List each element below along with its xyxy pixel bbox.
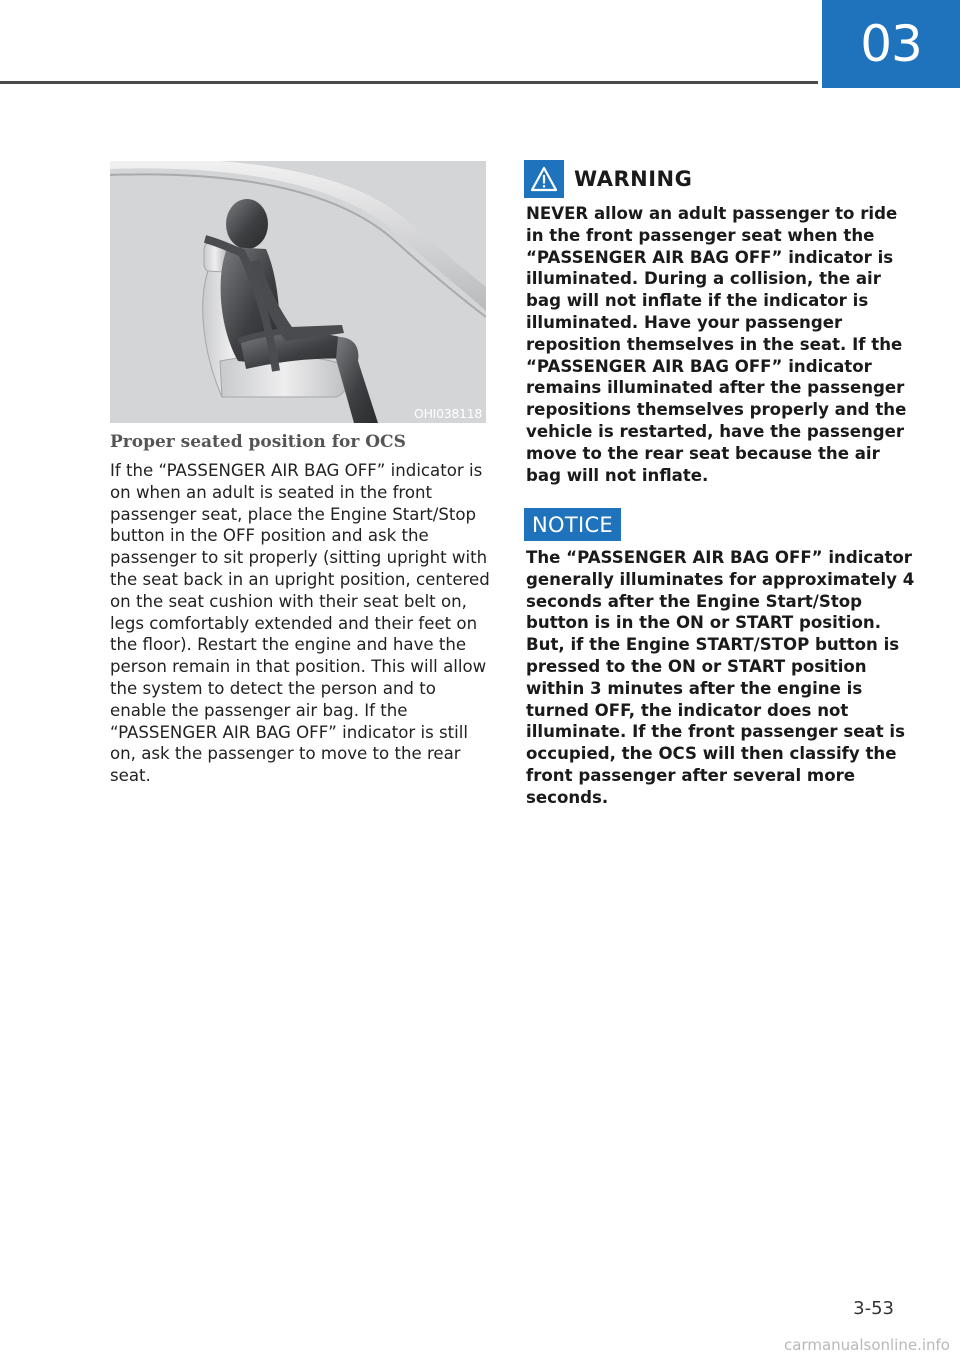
notice-text: The “PASSENGER AIR BAG OFF” indicator generally illuminates for approximately 4 seconds after the Engine Start/Stop button is in the ON or START position. But, if the Engine START/STOP button is pressed to the ON or START position within 3 minutes after the engine is turned OFF, the indicator does not illuminate. If the front passenger seat is occupied, the OCS will then classify the front passenger after several more seconds. [526, 548, 915, 807]
warning-triangle-icon [524, 160, 564, 198]
warning-header [524, 160, 692, 198]
figure-caption: Proper seated position for OCS [110, 432, 406, 452]
warning-title: WARNING [574, 167, 693, 191]
body-paragraph: If the “PASSENGER AIR BAG OFF” indicator is on when an adult is seated in the front passenger seat, place the Engine Start/Stop button in the OFF position and ask the passenger to sit properly (sitting upright with the seat back in an upright position, centered on the seat cushion with their seat belt on, legs comfortably extended and their feet on the floor). Restart the engine and have the person remain in that position. This will allow the system to detect the person and to enable the passenger air bag. If the “PASSENGER AIR BAG OFF” indicator is still on, ask the passenger to move to the rear seat. [110, 461, 490, 786]
figure-code: OHI038118 [414, 406, 482, 421]
notice-label: NOTICE [524, 508, 621, 541]
seated-position-illustration [110, 161, 486, 423]
header-rule [0, 81, 818, 84]
warning-text: NEVER allow an adult passenger to ride in the front passenger seat when the “PASSENGER AIR BAG OFF” indicator is illuminated. During a collision, the air bag will not inflate if the indicator is illuminated. Have your passenger reposition themselves in the seat. If the “PASSENGER AIR BAG OFF” indicator remains illuminated after the passenger repositions themselves properly and the vehicle is restarted, have the passenger move to the rear seat because the air bag will not inflate. [526, 204, 907, 485]
page-number: 3-53 [853, 1298, 894, 1319]
watermark: carmanualsonline.info [784, 1336, 950, 1354]
chapter-number: 03 [822, 0, 960, 88]
